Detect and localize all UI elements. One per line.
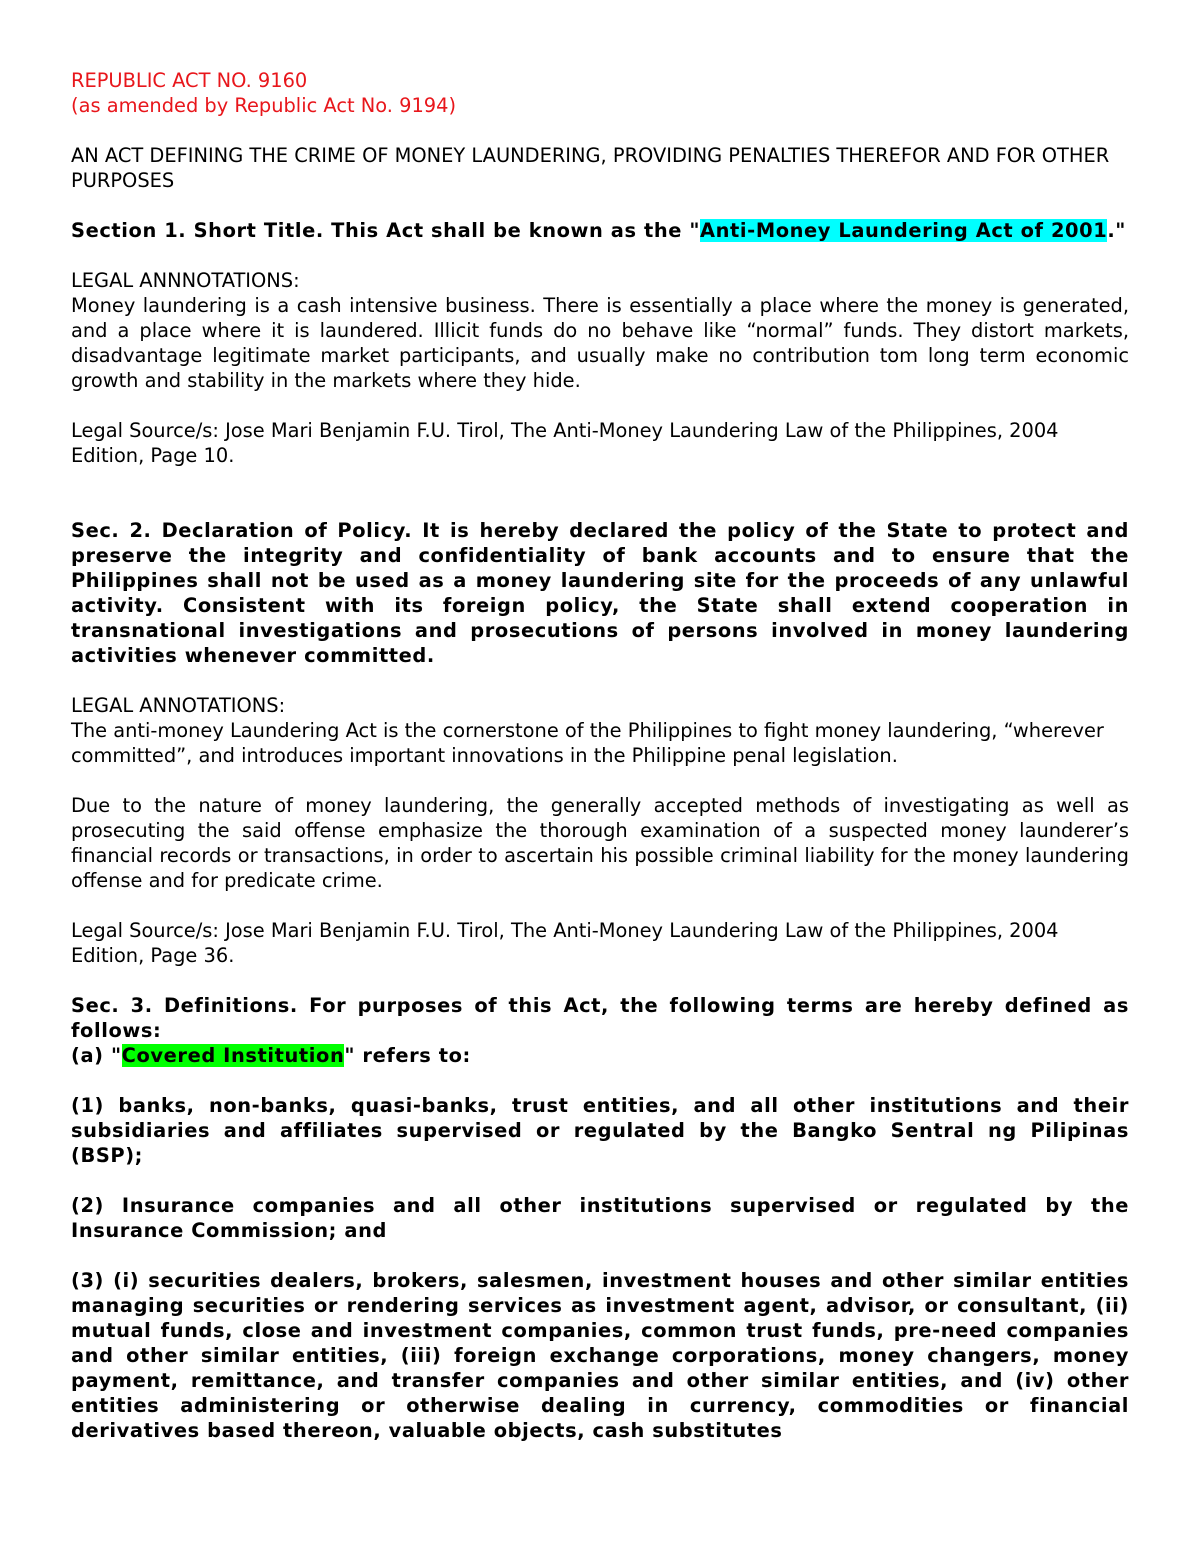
legal-source: Legal Source/s: Jose Mari Benjamin F.U. Tirol, The Anti-Money Laundering Law of the Philippines, 2004 Edition, Page 36. (71, 919, 1059, 967)
definition-item-1: (1) banks, non-banks, quasi-banks, trust entities, and all other institutions and their subsidiaries and affiliates supervised or regulated by the Bangko Sentral ng Pilipinas (BSP); (71, 1094, 1129, 1167)
act-title: AN ACT DEFINING THE CRIME OF MONEY LAUNDERING, PROVIDING PENALTIES THEREFOR AND FOR OTHER PURPOSES (71, 144, 1110, 192)
annotation-text: The anti-money Laundering Act is the cornerstone of the Philippines to fight money laundering, “wherever committed”, and introduces important innovations in the Philippine penal legislation. (71, 719, 1104, 767)
section-3-heading: Sec. 3. Definitions. For purposes of this Act, the following terms are hereby defined as follows: (71, 994, 1129, 1042)
annotation-text: Due to the nature of money laundering, the generally accepted methods of investigating as well as prosecuting the said offense emphasize the thorough examination of a suspected money launderer’s financial records or transactions, in order to ascertain his possible criminal liability for the money laundering offense and for predicate crime. (71, 794, 1129, 892)
act-number: REPUBLIC ACT NO. 9160 (71, 69, 308, 92)
definition-a: (a) "Covered Institution" refers to: (71, 1044, 471, 1067)
short-title-highlight: Anti-Money Laundering Act of 2001 (700, 219, 1108, 242)
section-2-text: Sec. 2. Declaration of Policy. It is hereby declared the policy of the State to protect and preserve the integrity and confidentiality of bank accounts and to ensure that the Philippines shall not be used as a money laundering site for the proceeds of any unlawful activity. Consistent with its foreign policy, the State shall extend cooperation in transnational investigations and prosecutions of persons involved in money laundering activities whenever committed. (71, 519, 1129, 667)
section-1-heading: Section 1. Short Title. This Act shall be known as the "Anti-Money Laundering Act of 2001." (71, 219, 1126, 242)
annotations-label: LEGAL ANNOTATIONS: (71, 694, 286, 717)
annotation-text: Money laundering is a cash intensive business. There is essentially a place where the money is generated, and a place where it is laundered. Illicit funds do no behave like “normal” funds. They distort markets, disadvantage legitimate market participants, and usually make no contribution tom long term economic growth and stability in the markets where they hide. (71, 294, 1129, 392)
legal-source: Legal Source/s: Jose Mari Benjamin F.U. Tirol, The Anti-Money Laundering Law of the Philippines, 2004 Edition, Page 10. (71, 419, 1059, 467)
definition-item-3: (3) (i) securities dealers, brokers, salesmen, investment houses and other similar entities managing securities or rendering services as investment agent, advisor, or consultant, (ii) mutual funds, close and investment companies, common trust funds, pre-need companies and other similar entities, (iii) foreign exchange corporations, money changers, money payment, remittance, and transfer companies and other similar entities, and (iv) other entities administering or otherwise dealing in currency, commodities or financial derivatives based thereon, valuable objects, cash substitutes (71, 1269, 1129, 1442)
definition-item-2: (2) Insurance companies and all other institutions supervised or regulated by the Insurance Commission; and (71, 1194, 1129, 1242)
annotations-label: LEGAL ANNNOTATIONS: (71, 269, 300, 292)
covered-institution-highlight: Covered Institution (121, 1044, 345, 1067)
amended-by: (as amended by Republic Act No. 9194) (71, 94, 457, 117)
